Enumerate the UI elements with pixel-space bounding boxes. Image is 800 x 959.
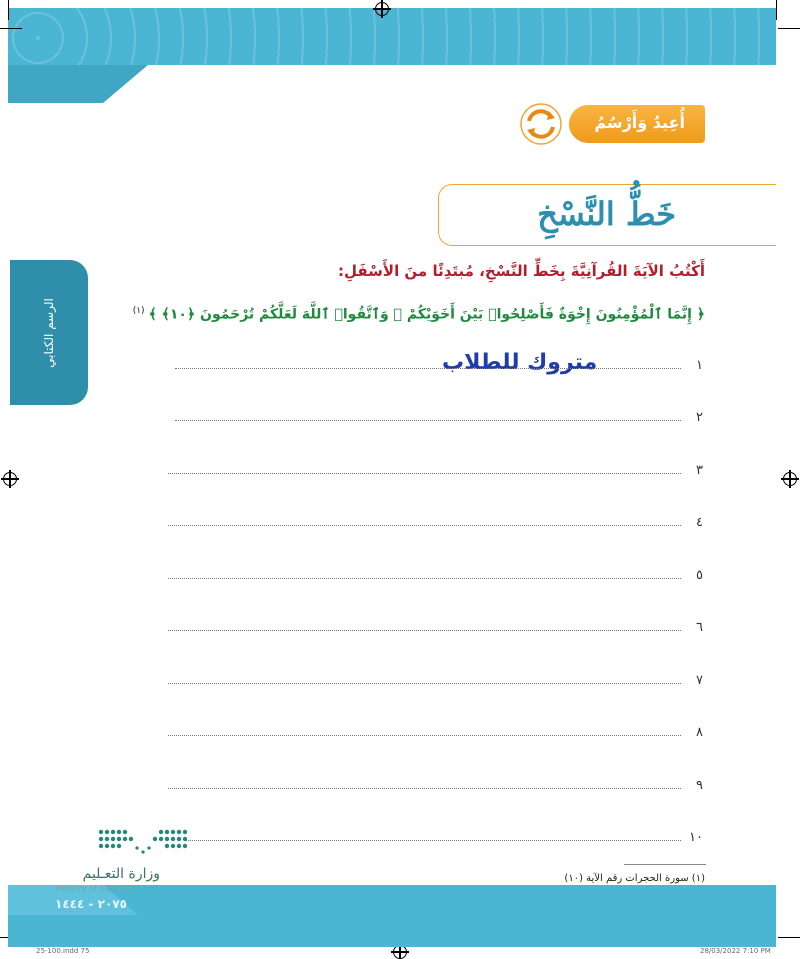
ministry-dots-icon	[97, 826, 189, 862]
section-tab	[10, 260, 88, 405]
ministry-logo	[55, 826, 205, 916]
footnote-divider	[624, 864, 706, 865]
crop-mark	[776, 0, 777, 20]
writing-line-4[interactable]	[168, 514, 703, 528]
registration-mark-icon	[3, 472, 17, 486]
badge-label: أُعِيدُ وَأَرْسُمُ	[594, 113, 685, 132]
footnote: (١) سورة الحجرات رقم الآية (١٠)	[564, 873, 705, 884]
writing-line-1[interactable]	[175, 357, 703, 371]
line-number: ٩	[696, 778, 703, 793]
activity-badge	[505, 102, 705, 146]
crop-mark	[778, 28, 800, 29]
line-number: ٧	[696, 673, 703, 688]
verse-text: ﴿ إِنَّمَا ٱلْمُؤْمِنُونَ إِخْوَةٌ فَأَصْلِحُوا۟ بَيْنَ أَخَوَيْكُمْ ۚ وَٱتَّقُوا۟ ٱللَّهَ لَعَلَّكُمْ تُرْحَمُونَ ﴿١٠﴾ ﴾	[148, 306, 705, 323]
top-wedge	[8, 65, 148, 103]
page-title: خَطُّ النَّسْخِ	[537, 195, 676, 233]
registration-mark-icon	[375, 2, 389, 16]
writing-line-3[interactable]	[168, 462, 703, 476]
section-tab-label: الرسم الكتابي	[42, 297, 56, 368]
verse-footnote-ref: (١)	[132, 306, 145, 316]
line-number: ٢	[696, 410, 703, 425]
line-number: ٤	[696, 515, 703, 530]
writing-line-5[interactable]	[168, 567, 703, 581]
answer-note: متروك للطلاب	[442, 350, 598, 375]
line-number: ٨	[696, 725, 703, 740]
writing-line-6[interactable]	[168, 619, 703, 633]
print-slug-file: 25-100.indd 75	[36, 947, 90, 955]
crop-mark	[8, 0, 9, 20]
quran-verse	[133, 306, 705, 323]
refresh-arrows-icon	[519, 102, 563, 146]
writing-line-8[interactable]	[168, 724, 703, 738]
title-box	[438, 184, 776, 246]
ministry-name-english: Ministry of Education	[55, 884, 140, 893]
writing-line-9[interactable]	[168, 777, 703, 791]
line-number: ١	[696, 358, 703, 373]
writing-line-10[interactable]	[185, 829, 703, 843]
registration-mark-icon	[783, 472, 797, 486]
badge-pill	[569, 105, 705, 143]
print-slug-date: 28/03/2022 7:10 PM	[700, 947, 771, 955]
writing-line-7[interactable]	[168, 672, 703, 686]
crop-mark	[0, 28, 22, 29]
instruction-text: أَكْتُبُ الآيَةَ القُرآنِيَّةَ بِخَطِّ النَّسْخِ، مُبتَدِئًا منَ الأَسْفَلِ:	[337, 262, 705, 280]
line-number: ٥	[696, 568, 703, 583]
registration-mark-icon	[393, 945, 407, 959]
line-number: ٦	[696, 620, 703, 635]
line-number: ١٠	[689, 830, 703, 845]
line-number: ٣	[696, 463, 703, 478]
page-number: ٢٠٧٥ - ١٤٤٤	[55, 897, 127, 911]
writing-line-2[interactable]	[175, 409, 703, 423]
top-banner	[8, 8, 776, 65]
crop-mark	[778, 937, 800, 938]
ministry-name: وزارة التعـليم	[82, 866, 160, 882]
